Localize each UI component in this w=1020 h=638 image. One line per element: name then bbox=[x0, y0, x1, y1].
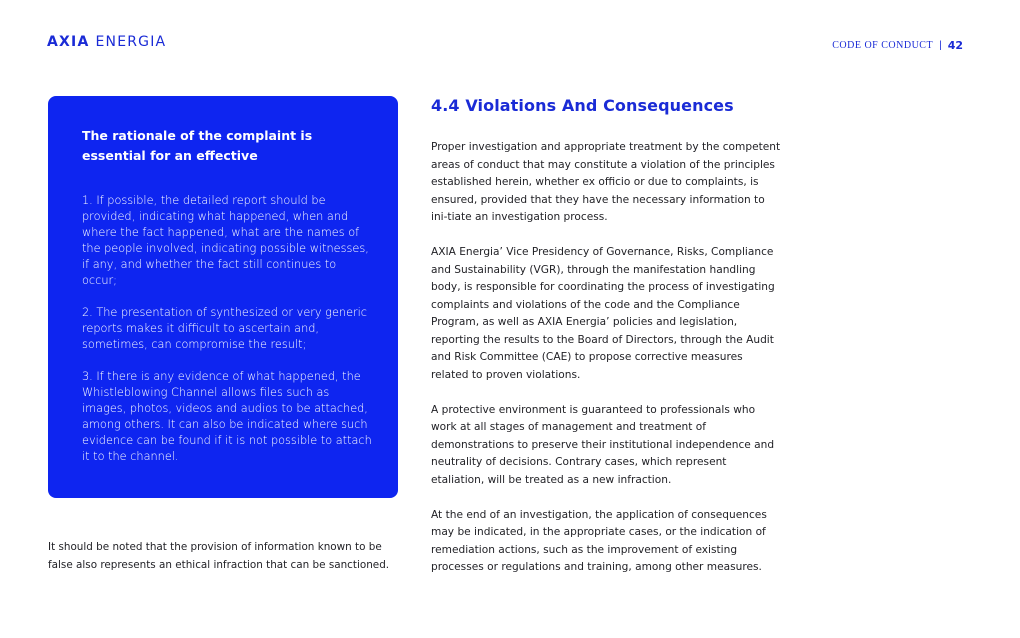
callout-item: 1. If possible, the detailed report should be provided, indicating what happened, when and where the fact happened, what are the names of the people involved, indicating possible witnesses, if any, and whether the fact still continues to occur; bbox=[82, 194, 369, 287]
section-paragraph: Proper investigation and appropriate treatment by the competent areas of conduct that may constitute a violation of the principles established herein, whether ex officio or due to complaints, is ensured, provided that they have the necessary information to ini-tiate an investigation process. bbox=[431, 141, 781, 223]
section-paragraph: AXIA Energia’ Vice Presidency of Governance, Risks, Compliance and Sustainability (VGR), through the manifestation handling body, is responsible for coordinating the process of investigating complaints and violations of the code and the Compliance Program, as well as AXIA Energia’ policies and legislation, reporting the results to the Board of Directors, through the Audit and Risk Committee (CAE) to propose corrective measures related to proven violations. bbox=[431, 246, 775, 381]
callout-title: The rationale of the complaint is essential for an effective bbox=[82, 128, 313, 163]
false-information-note: It should be noted that the provision of information known to be false also represents an ethical infraction that can be sanctioned. bbox=[48, 541, 390, 571]
logo-axia-text: AXIA bbox=[47, 34, 90, 50]
logo-energia-text: ENERGIA bbox=[95, 34, 167, 50]
page-number: 42 bbox=[947, 39, 963, 52]
violations-section bbox=[431, 96, 781, 594]
section-paragraph: A protective environment is guaranteed to professionals who work at all stages of management and treatment of demonstrations to preserve their institutional independence and neutrality of decisions. Contrary cases, which represent etaliation, will be treated as a new infraction. bbox=[431, 403, 775, 486]
callout-item: 2. The presentation of synthesized or very generic reports makes it difficult to ascertain and, sometimes, can compromise the result; bbox=[82, 306, 368, 351]
section-paragraph: At the end of an investigation, the application of consequences may be indicated, in the appropriate cases, or the indication of remediation actions, such as the improvement of existing processes or regulations and training, among other measures. bbox=[431, 508, 767, 573]
document-section-label: CODE OF CONDUCT bbox=[832, 40, 934, 51]
brand-logo bbox=[47, 34, 166, 50]
section-heading: 4.4 Violations And Consequences bbox=[431, 96, 734, 115]
page-header-meta bbox=[832, 39, 963, 52]
callout-item: 3. If there is any evidence of what happened, the Whistleblowing Channel allows files such as images, photos, videos and audios to be attached, among others. It can also be indicated where such evidence can be found if it is not possible to attach it to the channel. bbox=[82, 370, 372, 463]
complaint-rationale-callout bbox=[48, 96, 398, 498]
header-separator: | bbox=[939, 40, 942, 51]
